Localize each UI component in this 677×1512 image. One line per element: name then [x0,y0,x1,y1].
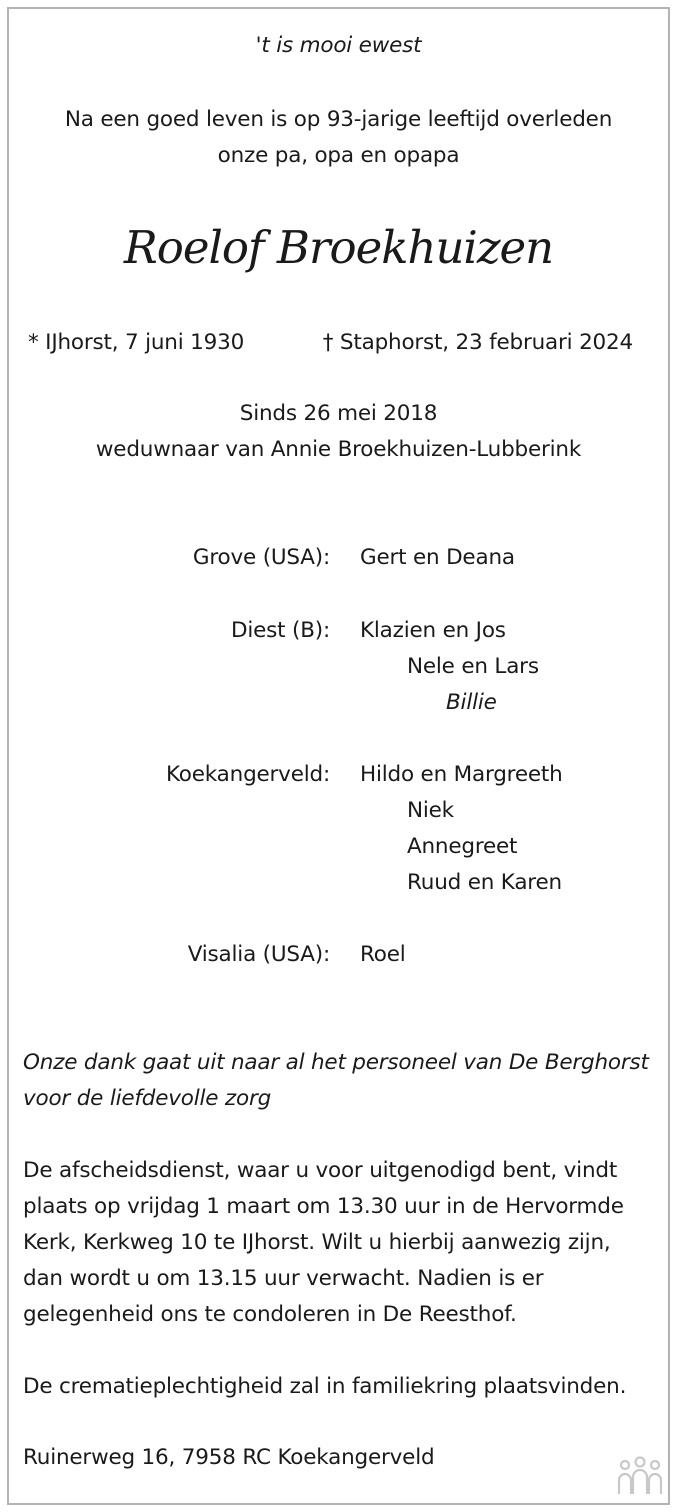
thanks-text: Onze dank gaat uit naar al het personeel van De Berghorst voor de liefdevolle zorg [23,1050,649,1111]
family-child: Niek [407,798,454,823]
widower-since: Sinds 26 mei 2018 [239,401,438,426]
family-names: Gert en Deana [360,545,515,570]
family-child: Nele en Lars [407,654,539,679]
widower-of: weduwnaar van Annie Broekhuizen-Lubberink [95,437,582,462]
family-place: Grove (USA): [192,545,330,570]
family-child: Ruud en Karen [407,870,562,895]
death-info: † Staphorst, 23 februari 2024 [322,330,633,355]
family-grandchild: Billie [446,690,497,715]
family-child: Annegreet [407,834,518,859]
motto: 't is mooi ewest [255,33,422,58]
family-place: Koekangerveld: [165,762,330,787]
family-names: Roel [360,942,406,967]
family-names: Klazien en Jos [360,618,506,643]
deceased-name: Roelof Broekhuizen [123,221,554,274]
family-place: Diest (B): [231,618,330,643]
intro-line-1: Na een goed leven is op 93-jarige leeftijd overleden [64,107,613,132]
intro-line-2: onze pa, opa en opapa [217,143,460,168]
family-place: Visalia (USA): [187,942,330,967]
address-text: Ruinerweg 16, 7958 RC Koekangerveld [23,1445,435,1470]
cremation-text: De crematieplechtigheid zal in familiekring plaatsvinden. [23,1374,627,1399]
birth-info: * IJhorst, 7 juni 1930 [28,330,245,355]
service-text: De afscheidsdienst, waar u voor uitgenodigd bent, vindt plaats op vrijdag 1 maart om 13.30 uur in de Hervormde Kerk, Kerkweg 10 te IJhorst. Wilt u hierbij aanwezig zijn, dan wordt u om 13.15 uur verwacht. Nadien is er gelegenheid ons te condoleren in De Reesthof. [23,1158,624,1327]
family-names: Hildo en Margreeth [360,762,563,787]
people-group-icon [617,1456,663,1496]
